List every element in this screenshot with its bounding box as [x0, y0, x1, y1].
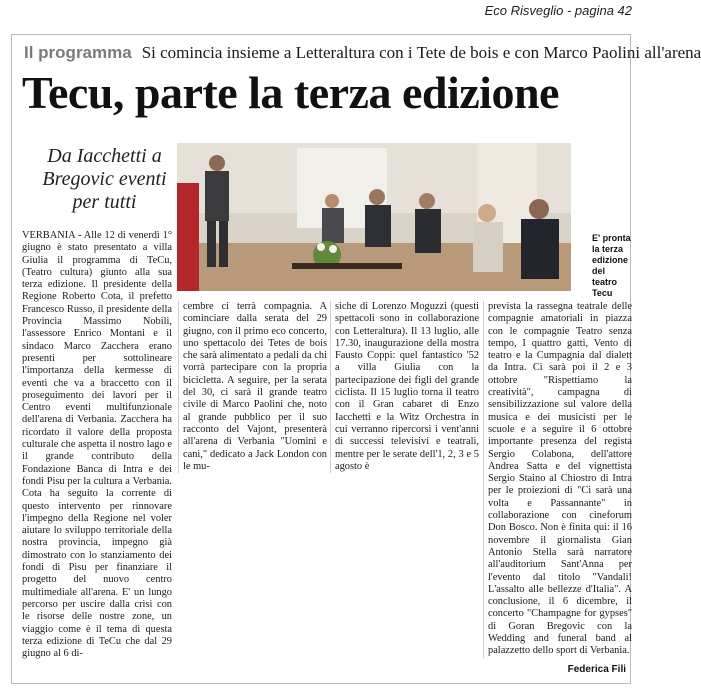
- press-conference-photo: [177, 143, 571, 291]
- photo-caption: E' pronta la terza edizione del teatro Tecu: [592, 233, 631, 298]
- newspaper-clipping: [11, 34, 701, 684]
- article-column-4: prevista la rassegna teatrale delle compagnie amatoriali in piazza con le compagnie Teatro senza tempo, I quattro gatti, Vento di teatro e la Cumpagnia dal dialett da Intra. Ci sarà poi il 2 e 3 ottobre "Rispettiamo la creatività", campagna di sensibilizzazione sul valore della musica e dei musicisti per le scuole e a seguire il 6 ottobre importante presenza del regista Sergio Colabona, dell'attore Andrea Satta e del vignettista Sergio Staino al Chiostro di Intra per le proiezioni di "Ci sarà una volta e Passannante" in collaborazione con cineforum Don Bosco. Non è finita qui: il 16 novembre il giornalista Gian Antonio Stella sarà narratore all'auditorium Sant'Anna per l'evento dal titolo "Vandali! L'assalto alle bellezze d'Italia". A conclusione, il 6 dicembre, il concerto "Champagne for gypses" di Goran Bregovic con la Wedding and funeral band al palazzetto dello sport di Verbania.: [483, 301, 632, 658]
- article-column-3: siche di Lorenzo Moguzzi (questi spettacoli sono in collaborazione con Letteraltura). Il 13 luglio, alle 17.30, inaugurazione della mostra Fausto Coppi: quel fantastico '52 a villa Giulia con la partecipazione dei figli del grande ciclista. Il 15 luglio torna il teatro con il Gran cabaret di Enzo Iacchetti e la Witz Orchestra in cui verranno ripercorsi i vent'anni di successi televisivi e teatrali, mentre per le serate dell'1, 2, 3 e 5 agosto è: [330, 301, 479, 473]
- kicker-label: Il programma: [24, 43, 132, 62]
- publication-header: Eco Risveglio - pagina 42: [484, 3, 632, 18]
- article-column-1: VERBANIA - Alle 12 di venerdì 1° giugno è stato presentato a villa Giulia il programma di TeCu, (Teatro cultura) giunto alla sua terza edizione. Il presidente della Regione Roberto Cota, il prefetto Francesco Russo, il presidente della Provincia Massimo Nobili, l'assessore Enrico Montani e il sindaco Marco Zacchera erano presenti per sottolineare l'importanza della kermesse di eventi che va a braccetto con il proseguimento dei lavori per il Centro eventi multifunzionale dell'arena di Verbania. Zacchera ha ricordato il valore della proposta culturale che aspetta il nostro lago e il grande contributo della Fondazione Banca di Intra e dei fondi Pisu per la cultura a Verbania. Cota ha seguito la corrente di questo intervento per rinnovare l'impegno della Regione nel voler aiutare lo sviluppo territoriale della nostra provincia, impegno già dimostrato con lo stanziamento dei fondi di Pisu per finanziare il progetto del nuovo centro multimediale all'arena. E' un lungo percorso per uscire dalla crisi con le risorse delle nostre zone, un viaggio come è il tema di questa terza edizione di TeCu che dal 29 giugno al 6 di-: [22, 230, 172, 660]
- subheadline: Da Iacchetti a Bregovic eventi per tutti: [42, 145, 167, 213]
- kicker-text: Si comincia insieme a Letteraltura con i Tete de bois e con Marco Paolini all'arena: [141, 43, 701, 62]
- kicker: [24, 43, 701, 63]
- byline: Federica Fili: [567, 664, 626, 675]
- article-column-2: cembre ci terrà compagnia. A cominciare dalla serata del 29 giugno, con il primo eco concerto, uno spettacolo dei Tetes de bois che sarà alimentato a pedali da chi vorrà partecipare con la propria bicicletta. A seguire, per la serata del 30, ci sarà il grande teatro civile di Marco Paolini che, noto al grande pubblico per il suo racconto del Vajont, presenterà all'arena di Verbania "Uomini e cani," dedicato a Jack London con le mu-: [178, 301, 327, 473]
- headline: Tecu, parte la terza edizione: [22, 67, 559, 118]
